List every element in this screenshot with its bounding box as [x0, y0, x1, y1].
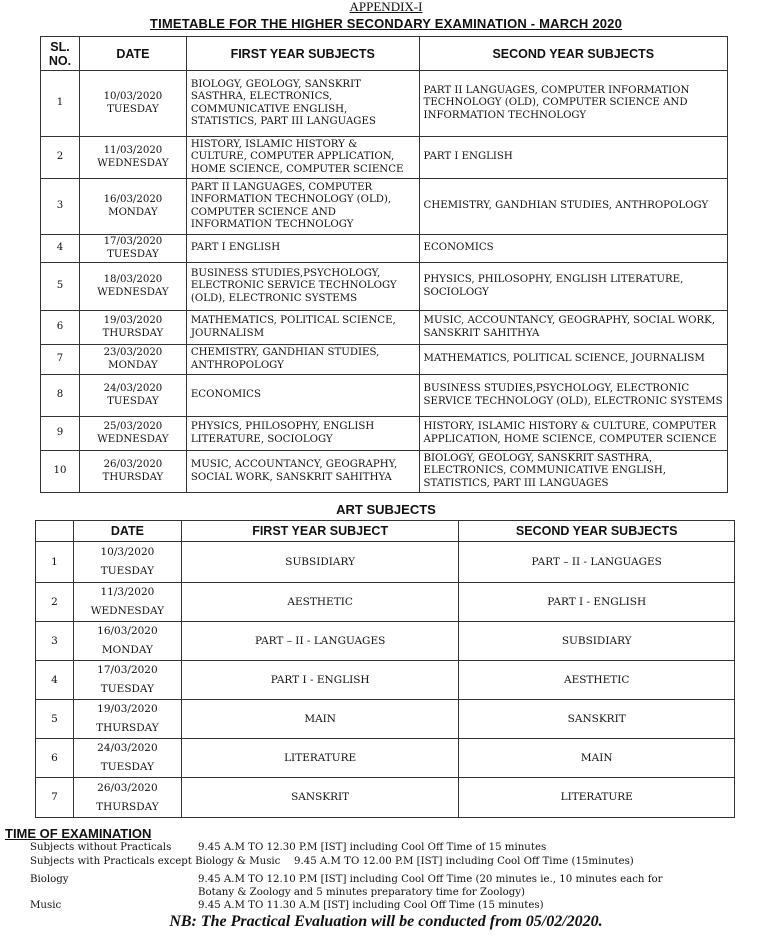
table-row — [36, 700, 735, 739]
day-text: TUESDAY — [107, 248, 159, 260]
table-header-row — [41, 37, 728, 71]
row-second-year: SANSKRIT — [459, 700, 735, 739]
row-date — [79, 235, 186, 263]
timetable-art — [35, 520, 735, 818]
header-second-year: SECOND YEAR SUBJECTS — [459, 521, 735, 542]
row-first-year: PHYSICS, PHILOSOPHY, ENGLISH LITERATURE, SOCIOLOGY — [186, 417, 419, 451]
row-sl: 5 — [41, 263, 80, 311]
row-first-year: PART – II - LANGUAGES — [181, 622, 459, 661]
row-sl: 1 — [36, 542, 74, 583]
day-text: WEDNESDAY — [97, 433, 169, 445]
row-date — [73, 583, 181, 622]
row-second-year: ECONOMICS — [419, 235, 727, 263]
row-first-year: LITERATURE — [181, 739, 459, 778]
row-first-year: ECONOMICS — [186, 375, 419, 417]
row-date — [79, 451, 186, 493]
row-date — [79, 137, 186, 179]
row-second-year: MATHEMATICS, POLITICAL SCIENCE, JOURNALISM — [419, 345, 727, 375]
art-subjects-title: ART SUBJECTS — [336, 502, 436, 517]
day-text: TUESDAY — [100, 565, 155, 577]
table-row — [41, 137, 728, 179]
row-first-year: PART II LANGUAGES, COMPUTER INFORMATION TECHNOLOGY (OLD), COMPUTER SCIENCE AND INFORMATION TECHNOLOGY — [186, 179, 419, 235]
day-text: WEDNESDAY — [97, 157, 169, 169]
day-text: THURSDAY — [102, 327, 164, 339]
day-text: MONDAY — [108, 359, 158, 371]
day-text: THURSDAY — [96, 800, 159, 813]
row-second-year: CHEMISTRY, GANDHIAN STUDIES, ANTHROPOLOGY — [419, 179, 727, 235]
row-first-year: BUSINESS STUDIES,PSYCHOLOGY, ELECTRONIC SERVICE TECHNOLOGY (OLD), ELECTRONIC SYSTEMS — [186, 263, 419, 311]
time-label-with-practicals: Subjects with Practicals except Biology & Music — [30, 856, 281, 867]
table-row — [36, 583, 735, 622]
row-date — [73, 661, 181, 700]
table-row — [36, 661, 735, 700]
row-date — [79, 179, 186, 235]
row-date — [73, 700, 181, 739]
row-sl: 6 — [41, 311, 80, 345]
row-date — [79, 71, 186, 137]
date-text: 26/03/2020 — [97, 781, 158, 794]
header-first-year: FIRST YEAR SUBJECT — [181, 521, 459, 542]
row-sl: 8 — [41, 375, 80, 417]
row-first-year: MATHEMATICS, POLITICAL SCIENCE, JOURNALISM — [186, 311, 419, 345]
header-date: DATE — [73, 521, 181, 542]
table-row — [36, 542, 735, 583]
date-text: 25/03/2020 — [103, 421, 163, 432]
row-sl: 7 — [41, 345, 80, 375]
nb-note: NB: The Practical Evaluation will be conducted from 05/02/2020. — [169, 913, 603, 930]
date-text: 10/03/2020 — [103, 91, 163, 102]
date-text: 23/03/2020 — [103, 347, 163, 358]
table-row — [41, 375, 728, 417]
date-text: 26/03/2020 — [103, 459, 163, 470]
appendix-label: APPENDIX-I — [349, 0, 423, 14]
row-first-year: HISTORY, ISLAMIC HISTORY & CULTURE, COMPUTER APPLICATION, HOME SCIENCE, COMPUTER SCIENCE — [186, 137, 419, 179]
row-second-year: MAIN — [459, 739, 735, 778]
row-sl: 2 — [36, 583, 74, 622]
row-second-year: AESTHETIC — [459, 661, 735, 700]
day-text: WEDNESDAY — [90, 605, 165, 617]
row-second-year: PART II LANGUAGES, COMPUTER INFORMATION TECHNOLOGY (OLD), COMPUTER SCIENCE AND INFORMATION TECHNOLOGY — [419, 71, 727, 137]
day-text: THURSDAY — [102, 471, 164, 483]
time-value-no-practicals: 9.45 A.M TO 12.30 P.M [IST] including Cool Off Time of 15 minutes — [198, 842, 547, 853]
time-value-with-practicals: 9.45 A.M TO 12.00 P.M [IST] including Cool Off Time (15minutes) — [294, 856, 634, 867]
row-second-year: BIOLOGY, GEOLOGY, SANSKRIT SASTHRA, ELECTRONICS, COMMUNICATIVE ENGLISH, STATISTICS, PART III LANGUAGES — [419, 451, 727, 493]
table-row — [41, 235, 728, 263]
table-row — [41, 71, 728, 137]
row-second-year: BUSINESS STUDIES,PSYCHOLOGY, ELECTRONIC SERVICE TECHNOLOGY (OLD), ELECTRONIC SYSTEMS — [419, 375, 727, 417]
row-first-year: AESTHETIC — [181, 583, 459, 622]
row-first-year: BIOLOGY, GEOLOGY, SANSKRIT SASTHRA, ELECTRONICS, COMMUNICATIVE ENGLISH, STATISTICS, PART III LANGUAGES — [186, 71, 419, 137]
date-text: 17/03/2020 — [103, 236, 163, 247]
table-row — [36, 778, 735, 818]
row-first-year: SANSKRIT — [181, 778, 459, 818]
table-header-row — [36, 521, 735, 542]
time-of-examination-heading: TIME OF EXAMINATION — [5, 826, 152, 841]
header-sl — [36, 521, 74, 542]
header-second-year: SECOND YEAR SUBJECTS — [419, 37, 727, 71]
row-sl: 6 — [36, 739, 74, 778]
row-date — [79, 417, 186, 451]
row-second-year: MUSIC, ACCOUNTANCY, GEOGRAPHY, SOCIAL WORK, SANSKRIT SAHITHYA — [419, 311, 727, 345]
row-sl: 4 — [41, 235, 80, 263]
row-sl: 10 — [41, 451, 80, 493]
day-text: WEDNESDAY — [97, 286, 169, 298]
day-text: TUESDAY — [100, 683, 155, 695]
date-text: 24/03/2020 — [103, 383, 163, 394]
row-date — [79, 345, 186, 375]
date-text: 19/03/2020 — [103, 315, 163, 326]
row-second-year: HISTORY, ISLAMIC HISTORY & CULTURE, COMPUTER APPLICATION, HOME SCIENCE, COMPUTER SCIENCE — [419, 417, 727, 451]
time-label-music: Music — [30, 900, 62, 911]
row-first-year: PART I ENGLISH — [186, 235, 419, 263]
time-value-biology: 9.45 A.M TO 12.10 P.M [IST] including Cool Off Time (20 minutes ie., 10 minutes each for — [198, 874, 663, 885]
row-sl: 1 — [41, 71, 80, 137]
row-second-year: PART I - ENGLISH — [459, 583, 735, 622]
page-title: TIMETABLE FOR THE HIGHER SECONDARY EXAMINATION - MARCH 2020 — [149, 16, 623, 31]
table-row — [41, 345, 728, 375]
row-second-year: PART I ENGLISH — [419, 137, 727, 179]
time-value-music: 9.45 A.M TO 11.30 A.M [IST] including Cool Off Time (15 minutes) — [198, 900, 544, 911]
row-date — [79, 263, 186, 311]
table-row — [41, 179, 728, 235]
date-text: 16/03/2020 — [103, 194, 163, 205]
table-row — [41, 451, 728, 493]
table-row — [36, 739, 735, 778]
row-date — [73, 542, 181, 583]
row-first-year: SUBSIDIARY — [181, 542, 459, 583]
row-first-year: PART I - ENGLISH — [181, 661, 459, 700]
row-second-year: PART – II - LANGUAGES — [459, 542, 735, 583]
date-text: 16/03/2020 — [97, 625, 158, 637]
header-sl: SL. NO. — [41, 37, 80, 71]
row-first-year: CHEMISTRY, GANDHIAN STUDIES, ANTHROPOLOGY — [186, 345, 419, 375]
row-first-year: MAIN — [181, 700, 459, 739]
header-date: DATE — [79, 37, 186, 71]
date-text: 24/03/2020 — [97, 742, 158, 754]
row-second-year: PHYSICS, PHILOSOPHY, ENGLISH LITERATURE, SOCIOLOGY — [419, 263, 727, 311]
timetable-main — [40, 36, 728, 493]
day-text: MONDAY — [108, 206, 158, 218]
row-sl: 3 — [41, 179, 80, 235]
row-date — [73, 739, 181, 778]
row-second-year: SUBSIDIARY — [459, 622, 735, 661]
date-text: 17/03/2020 — [97, 664, 158, 676]
date-text: 10/3/2020 — [100, 546, 155, 558]
day-text: TUESDAY — [107, 103, 159, 115]
row-sl: 4 — [36, 661, 74, 700]
table-row — [36, 622, 735, 661]
row-sl: 7 — [36, 778, 74, 818]
row-date — [73, 778, 181, 818]
row-date — [73, 622, 181, 661]
date-text: 19/03/2020 — [97, 703, 158, 715]
table-row — [41, 417, 728, 451]
row-date — [79, 311, 186, 345]
table-row — [41, 311, 728, 345]
row-sl: 9 — [41, 417, 80, 451]
day-text: THURSDAY — [96, 722, 159, 734]
row-first-year: MUSIC, ACCOUNTANCY, GEOGRAPHY, SOCIAL WORK, SANSKRIT SAHITHYA — [186, 451, 419, 493]
row-date — [79, 375, 186, 417]
header-first-year: FIRST YEAR SUBJECTS — [186, 37, 419, 71]
row-sl: 3 — [36, 622, 74, 661]
row-second-year: LITERATURE — [459, 778, 735, 818]
time-label-no-practicals: Subjects without Practicals — [30, 842, 172, 853]
time-value-biology-cont: Botany & Zoology and 5 minutes preparatory time for Zoology) — [198, 887, 525, 898]
row-sl: 5 — [36, 700, 74, 739]
day-text: TUESDAY — [100, 761, 155, 773]
time-label-biology: Biology — [30, 874, 69, 885]
date-text: 18/03/2020 — [103, 274, 163, 285]
day-text: TUESDAY — [107, 395, 159, 407]
day-text: MONDAY — [101, 644, 153, 656]
date-text: 11/03/2020 — [103, 145, 163, 156]
row-sl: 2 — [41, 137, 80, 179]
table-row — [41, 263, 728, 311]
date-text: 11/3/2020 — [100, 586, 155, 598]
